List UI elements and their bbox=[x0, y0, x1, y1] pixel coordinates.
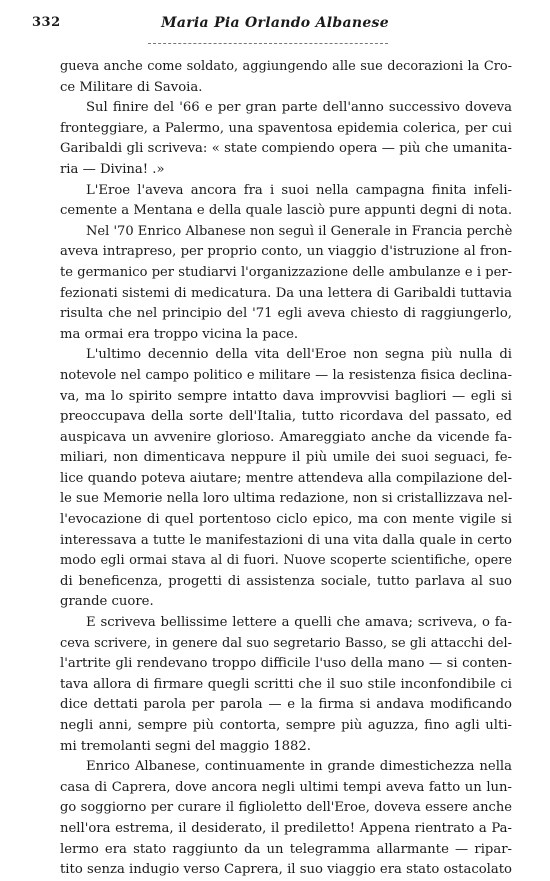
text-line: notevole nel campo politico e militare — la resistenza fisica declina- bbox=[60, 367, 512, 383]
text-line: L'ultimo decennio della vita dell'Eroe non segna più nulla di bbox=[86, 347, 512, 363]
text-line: nell'ora estrema, il desiderato, il prediletto! Appena rientrato a Pa- bbox=[60, 820, 512, 836]
paragraph bbox=[60, 222, 512, 346]
text-line: tito senza indugio verso Caprera, il suo viaggio era stato ostacolato bbox=[60, 862, 512, 878]
text-line: E scriveva bellissime lettere a quelli che amava; scriveva, o fa- bbox=[86, 615, 512, 631]
text-line: le sue Memorie nella loro ultima redazione, non si cristallizzava nel- bbox=[60, 491, 512, 507]
text-line: mi tremolanti segni del maggio 1882. bbox=[60, 738, 311, 754]
text-line: auspicava un avvenire glorioso. Amareggiato anche da vicende fa- bbox=[60, 429, 512, 445]
text-line: miliari, non dimenticava neppure il più umile dei suoi seguaci, fe- bbox=[60, 450, 512, 466]
paragraph bbox=[60, 345, 512, 613]
text-line: te germanico per studiarvi l'organizzazione delle ambulanze e i per- bbox=[60, 264, 512, 280]
page-number: 332 bbox=[32, 15, 61, 30]
text-line: lermo era stato raggiunto da un telegramma allarmante — ripar- bbox=[60, 841, 512, 857]
text-line: cemente a Mentana e della quale lasciò pure appunti degni di nota. bbox=[60, 203, 512, 219]
text-line: di beneficenza, progetti di assistenza sociale, tutto parlava al suo bbox=[60, 573, 512, 589]
header-rule bbox=[148, 43, 388, 44]
text-line: preoccupava della sorte dell'Italia, tutto ricordava del passato, ed bbox=[60, 409, 512, 425]
text-line: Nel '70 Enrico Albanese non seguì il Generale in Francia perchè bbox=[86, 223, 512, 239]
text-line: l'artrite gli rendevano troppo difficile l'uso della mano — si conten- bbox=[60, 656, 512, 672]
text-line: interessava a tutte le manifestazioni di una vita dalla quale in certo bbox=[60, 532, 512, 548]
paragraph bbox=[60, 757, 512, 881]
paragraph bbox=[60, 613, 512, 757]
paragraph bbox=[60, 57, 512, 98]
text-line: L'Eroe l'aveva ancora fra i suoi nella campagna finita infeli- bbox=[86, 182, 512, 198]
text-line: go soggiorno per curare il figlioletto dell'Eroe, doveva essere anche bbox=[60, 800, 512, 816]
text-line: Garibaldi gli scriveva: « state compiendo opera — più che umanita- bbox=[60, 141, 512, 157]
running-title: Maria Pia Orlando Albanese bbox=[161, 15, 389, 31]
text-line: lice quando poteva aiutare; mentre attendeva alla compilazione del- bbox=[60, 470, 512, 486]
body-text bbox=[60, 57, 512, 881]
text-line: modo egli ormai stava al di fuori. Nuove scoperte scientifiche, opere bbox=[60, 553, 512, 569]
text-line: fronteggiare, a Palermo, una spaventosa epidemia colerica, per cui bbox=[60, 120, 512, 136]
text-line: gueva anche come soldato, aggiungendo alle sue decorazioni la Cro- bbox=[60, 59, 512, 74]
text-line: ma ormai era troppo vicina la pace. bbox=[60, 326, 299, 342]
text-line: l'evocazione di quel portentoso ciclo epico, ma con mente vigile si bbox=[60, 512, 512, 528]
text-line: negli anni, sempre più contorta, sempre più aguzza, fino agli ulti- bbox=[60, 718, 512, 733]
text-line: ceva scrivere, in genere dal suo segretario Basso, se gli attacchi del- bbox=[60, 635, 512, 651]
text-line: dice dettati parola per parola — e la firma si andava modificando bbox=[60, 697, 512, 713]
text-line: ce Militare di Savoia. bbox=[60, 79, 203, 95]
text-line: tava allora di firmare quegli scritti che il suo stile inconfondibile ci bbox=[60, 676, 512, 692]
paragraph bbox=[60, 181, 512, 222]
text-line: ria — Divina! .» bbox=[60, 161, 165, 177]
text-line: Enrico Albanese, continuamente in grande dimestichezza nella bbox=[86, 759, 512, 775]
page-header bbox=[0, 12, 550, 38]
text-line: Sul finire del '66 e per gran parte dell'anno successivo doveva bbox=[86, 100, 512, 116]
paragraph bbox=[60, 98, 512, 180]
text-line: risulta che nel principio del '71 egli aveva chiesto di raggiungerlo, bbox=[60, 306, 512, 322]
text-line: va, ma lo spirito sempre intatto dava improvvisi bagliori — egli si bbox=[60, 388, 512, 404]
text-line: aveva intrapreso, per proprio conto, un viaggio d'istruzione al fron- bbox=[60, 244, 512, 260]
text-line: casa di Caprera, dove ancora negli ultimi tempi aveva fatto un lun- bbox=[60, 779, 512, 795]
text-line: grande cuore. bbox=[60, 594, 154, 610]
text-line: fezionati sistemi di medicatura. Da una lettera di Garibaldi tuttavia bbox=[60, 285, 512, 301]
